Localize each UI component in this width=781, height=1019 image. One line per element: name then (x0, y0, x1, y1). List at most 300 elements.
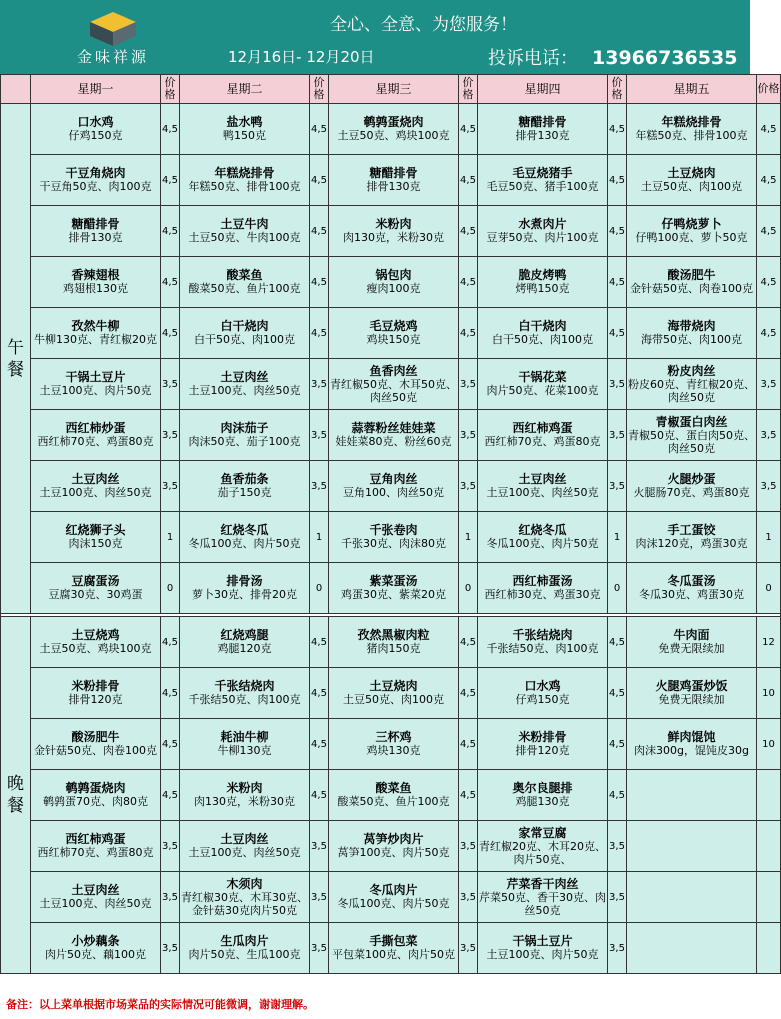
price-cell: 4,5 (459, 719, 478, 770)
dish-ingredients: 年糕50克、排骨100克 (188, 180, 301, 193)
dish-name: 土豆肉丝 (71, 472, 120, 486)
price-cell: 3,5 (608, 821, 627, 872)
dish-name: 干锅土豆片 (512, 934, 573, 948)
dish-cell (180, 821, 310, 872)
dish-name: 手撕包菜 (369, 934, 418, 948)
lunch-label: 午餐 (1, 104, 31, 614)
hotline-number: 13966736535 (592, 47, 738, 69)
price-cell: 4,5 (161, 617, 180, 668)
dish-cell (627, 770, 757, 821)
dish-ingredients: 土豆100克、肉片50克 (39, 384, 152, 397)
dish-cell (627, 821, 757, 872)
dish-ingredients: 土豆100克、肉丝50克 (188, 846, 301, 859)
price-cell: 3,5 (161, 872, 180, 923)
price-cell: 3,5 (310, 872, 329, 923)
menu-row (1, 821, 781, 872)
dish-name: 牛肉面 (673, 628, 710, 642)
price-cell: 4,5 (608, 308, 627, 359)
dish-name: 生瓜肉片 (220, 934, 269, 948)
dish-name: 年糕烧排骨 (661, 115, 722, 129)
dish-cell (31, 206, 161, 257)
price-cell: 4,5 (310, 719, 329, 770)
dish-cell (478, 668, 608, 719)
dish-name: 锅包肉 (375, 268, 412, 282)
price-cell: 4,5 (459, 257, 478, 308)
dish-name: 毛豆烧鸡 (369, 319, 418, 333)
dish-cell (31, 770, 161, 821)
menu-row (1, 872, 781, 923)
dish-name: 红烧冬瓜 (220, 523, 269, 537)
dish-name: 豆角肉丝 (369, 472, 418, 486)
price-cell: 4,5 (459, 668, 478, 719)
dish-cell (478, 359, 608, 410)
dish-cell (329, 668, 459, 719)
price-cell: 4,5 (608, 770, 627, 821)
dish-ingredients: 千张结50克、肉100克 (486, 642, 599, 655)
price-cell (757, 872, 781, 923)
dish-name: 年糕烧排骨 (214, 166, 275, 180)
dish-cell (31, 257, 161, 308)
price-cell: 0 (459, 563, 478, 614)
dish-ingredients: 肉130克，米粉30克 (194, 795, 295, 808)
price-cell: 4,5 (161, 308, 180, 359)
dish-name: 千张结烧肉 (214, 679, 275, 693)
dish-name: 土豆肉丝 (518, 472, 567, 486)
dish-ingredients: 土豆100克、肉丝50克 (486, 486, 599, 499)
dish-name: 口水鸡 (524, 679, 561, 693)
dish-cell (180, 359, 310, 410)
dish-name: 鱼香肉丝 (369, 363, 418, 378)
price-cell: 3,5 (459, 359, 478, 410)
dish-ingredients: 土豆50克、肉100克 (641, 180, 742, 193)
price-cell: 4,5 (608, 257, 627, 308)
dish-name: 排骨汤 (226, 574, 263, 588)
price-cell: 4,5 (310, 155, 329, 206)
menu-table (0, 74, 781, 974)
dish-cell (31, 872, 161, 923)
dish-name: 仔鸭烧萝卜 (661, 217, 722, 231)
price-cell: 3,5 (161, 923, 180, 974)
dish-ingredients: 瘦肉100克 (366, 282, 421, 295)
menu-row (1, 770, 781, 821)
dish-cell (180, 617, 310, 668)
price-cell: 1 (161, 512, 180, 563)
dish-ingredients: 牛柳130克、青红椒20克 (34, 333, 157, 346)
dish-cell (329, 359, 459, 410)
dish-ingredients: 青红椒30克、木耳30克、金针菇30克肉片50克 (181, 890, 308, 917)
dish-ingredients: 西红柿30克、鸡蛋30克 (484, 588, 601, 601)
dish-name: 干锅花菜 (518, 370, 567, 384)
price-cell: 4,5 (310, 257, 329, 308)
dish-ingredients: 排骨120克 (515, 744, 570, 757)
footer-note: 备注：以上菜单根据市场菜品的实际情况可能微调，谢谢理解。 (6, 998, 314, 1011)
price-cell: 4,5 (608, 104, 627, 155)
dish-name: 西红柿鸡蛋 (512, 421, 573, 435)
dish-name: 米粉排骨 (71, 679, 120, 693)
dish-cell (180, 461, 310, 512)
menu-row (1, 719, 781, 770)
dish-ingredients: 土豆50克、鸡块100克 (39, 642, 152, 655)
price-cell: 3,5 (608, 923, 627, 974)
dish-cell (180, 206, 310, 257)
price-cell: 3,5 (608, 872, 627, 923)
dish-ingredients: 冬瓜100克、肉片50克 (486, 537, 599, 550)
dish-cell (627, 206, 757, 257)
dish-cell (31, 617, 161, 668)
dish-ingredients: 免费无限续加 (658, 693, 725, 706)
dish-name: 粉皮肉丝 (667, 363, 716, 378)
day-header: 星期四 (478, 75, 608, 104)
hotline-label: 投诉电话： (488, 48, 578, 69)
price-cell: 3,5 (161, 461, 180, 512)
date-range: 12月16日- 12月20日 (228, 48, 375, 66)
dish-name: 干锅土豆片 (65, 370, 126, 384)
price-cell: 4,5 (608, 617, 627, 668)
dish-ingredients: 火腿肠70克、鸡蛋80克 (633, 486, 750, 499)
dish-ingredients: 免费无限续加 (658, 642, 725, 655)
menu-row (1, 617, 781, 668)
dish-cell (329, 257, 459, 308)
dish-name: 耗油牛柳 (220, 730, 269, 744)
dish-ingredients: 茄子150克 (217, 486, 272, 499)
dish-cell (627, 104, 757, 155)
dish-cell (478, 923, 608, 974)
dish-name: 鱼香茄条 (220, 472, 269, 486)
price-cell: 4,5 (608, 668, 627, 719)
menu-row (1, 155, 781, 206)
dish-ingredients: 鸡块150克 (366, 333, 421, 346)
logo (58, 8, 168, 66)
header-banner (0, 0, 750, 75)
dish-ingredients: 豆芽50克、肉片100克 (486, 231, 599, 244)
corner-cell (1, 75, 31, 104)
dish-name: 红烧冬瓜 (518, 523, 567, 537)
menu-row (1, 206, 781, 257)
dish-cell (329, 821, 459, 872)
price-cell: 4,5 (757, 257, 781, 308)
price-cell: 4,5 (608, 155, 627, 206)
price-cell: 3,5 (459, 923, 478, 974)
hotline (488, 44, 737, 70)
menu-row (1, 512, 781, 563)
dish-cell (627, 923, 757, 974)
price-cell: 1 (459, 512, 478, 563)
dish-name: 红烧鸡腿 (220, 628, 269, 642)
dish-name: 糖醋排骨 (369, 166, 418, 180)
price-cell: 4,5 (459, 617, 478, 668)
dish-ingredients: 鸡蛋30克、紫菜20克 (341, 588, 446, 601)
dish-name: 小炒藕条 (71, 934, 120, 948)
slogan: 全心、全意、为您服务！ (330, 15, 517, 35)
dish-name: 酸汤肥牛 (71, 730, 120, 744)
day-header: 星期一 (31, 75, 161, 104)
day-header: 星期二 (180, 75, 310, 104)
dish-ingredients: 肉沫150克 (68, 537, 123, 550)
dish-cell (31, 668, 161, 719)
price-cell: 3,5 (310, 821, 329, 872)
dish-cell (478, 770, 608, 821)
dish-name: 盐水鸭 (226, 115, 263, 129)
dish-ingredients: 西红柿70克、鸡蛋80克 (37, 846, 154, 859)
dish-name: 糖醋排骨 (71, 217, 120, 231)
dish-name: 酸汤肥牛 (667, 268, 716, 282)
dish-cell (329, 770, 459, 821)
dish-cell (627, 461, 757, 512)
dish-ingredients: 肉片50克、花菜100克 (486, 384, 599, 397)
dish-name: 米粉肉 (375, 217, 412, 231)
dish-cell (627, 410, 757, 461)
dish-name: 海带烧肉 (667, 319, 716, 333)
price-cell: 3,5 (310, 359, 329, 410)
dish-name: 家常豆腐 (518, 825, 567, 840)
dish-cell (31, 821, 161, 872)
price-cell: 3,5 (459, 872, 478, 923)
dish-name: 芹菜香干肉丝 (506, 876, 579, 891)
price-cell: 4,5 (161, 719, 180, 770)
day-header: 星期五 (627, 75, 757, 104)
price-cell: 4,5 (757, 308, 781, 359)
dish-name: 酸菜鱼 (226, 268, 263, 282)
dish-cell (627, 668, 757, 719)
dish-ingredients: 土豆100克、肉丝50克 (39, 897, 152, 910)
dish-ingredients: 排骨130克 (68, 231, 123, 244)
dish-cell (180, 512, 310, 563)
dish-cell (31, 923, 161, 974)
dish-ingredients: 肉沫300g，馄饨皮30g (634, 744, 749, 757)
dish-cell (627, 308, 757, 359)
dish-cell (478, 563, 608, 614)
dish-cell (31, 563, 161, 614)
dish-ingredients: 冬瓜30克、鸡蛋30克 (639, 588, 744, 601)
dish-ingredients: 土豆100克、肉丝50克 (39, 486, 152, 499)
dish-cell (478, 719, 608, 770)
dish-cell (478, 410, 608, 461)
price-cell: 4,5 (161, 155, 180, 206)
price-cell: 3,5 (608, 461, 627, 512)
dish-name: 米粉排骨 (518, 730, 567, 744)
dish-name: 土豆烧肉 (369, 679, 418, 693)
dish-ingredients: 猪肉150克 (366, 642, 421, 655)
dish-cell (329, 461, 459, 512)
price-cell (757, 923, 781, 974)
dish-cell (31, 359, 161, 410)
menu-row (1, 308, 781, 359)
dish-cell (329, 719, 459, 770)
dish-name: 火腿鸡蛋炒饭 (655, 679, 728, 693)
price-cell: 4,5 (310, 770, 329, 821)
dish-name: 鲜肉馄饨 (667, 730, 716, 744)
dish-cell (329, 872, 459, 923)
dish-ingredients: 芹菜50克、香干30克、肉丝50克 (479, 890, 606, 917)
dish-name: 三杯鸡 (375, 730, 412, 744)
dish-name: 冬瓜蛋汤 (667, 574, 716, 588)
dish-name: 白干烧肉 (518, 319, 567, 333)
price-header: 价格 (608, 75, 627, 104)
dish-ingredients: 鸭150克 (223, 129, 266, 142)
dish-ingredients: 金针菇50克、肉卷100克 (34, 744, 157, 757)
price-cell: 3,5 (459, 461, 478, 512)
dish-name: 孜然牛柳 (71, 319, 120, 333)
dish-cell (329, 563, 459, 614)
price-header: 价格 (310, 75, 329, 104)
price-cell: 4,5 (757, 155, 781, 206)
dish-ingredients: 仔鸡150克 (515, 693, 570, 706)
menu-row (1, 257, 781, 308)
dish-cell (329, 617, 459, 668)
dish-cell (31, 410, 161, 461)
dish-name: 土豆牛肉 (220, 217, 269, 231)
menu-body (1, 104, 781, 974)
dish-ingredients: 肉片50克、藕100克 (45, 948, 146, 961)
dish-name: 西红柿炒蛋 (65, 421, 126, 435)
dish-ingredients: 排骨130克 (366, 180, 421, 193)
dish-ingredients: 千张结50克、肉100克 (188, 693, 301, 706)
dish-ingredients: 土豆50克、牛肉100克 (188, 231, 301, 244)
dish-name: 千张卷肉 (369, 523, 418, 537)
price-cell: 3,5 (161, 410, 180, 461)
dish-ingredients: 白干50克、肉100克 (492, 333, 593, 346)
dish-ingredients: 娃娃菜80克、粉丝60克 (335, 435, 452, 448)
dish-ingredients: 土豆100克、肉丝50克 (188, 384, 301, 397)
price-cell: 4,5 (161, 770, 180, 821)
menu-row (1, 359, 781, 410)
dish-cell (180, 668, 310, 719)
dish-ingredients: 西红柿70克、鸡蛋80克 (37, 435, 154, 448)
dish-ingredients: 肉片50克、生瓜100克 (188, 948, 301, 961)
price-cell: 3,5 (757, 410, 781, 461)
price-cell (757, 770, 781, 821)
cube-logo-icon (58, 8, 168, 48)
price-cell: 4,5 (310, 104, 329, 155)
price-cell: 0 (757, 563, 781, 614)
dish-cell (180, 872, 310, 923)
dish-ingredients: 酸菜50克、鱼片100克 (337, 795, 450, 808)
dish-cell (31, 104, 161, 155)
dish-cell (180, 104, 310, 155)
dish-name: 干豆角烧肉 (65, 166, 126, 180)
dish-cell (478, 821, 608, 872)
price-cell: 4,5 (161, 206, 180, 257)
price-cell: 4,5 (459, 206, 478, 257)
dish-name: 青椒蛋白肉丝 (655, 414, 728, 429)
dish-name: 土豆肉丝 (71, 883, 120, 897)
price-cell: 10 (757, 668, 781, 719)
dish-name: 脆皮烤鸭 (518, 268, 567, 282)
dish-cell (31, 719, 161, 770)
dish-ingredients: 年糕50克、排骨100克 (635, 129, 748, 142)
dish-ingredients: 鸡翅根130克 (63, 282, 128, 295)
dish-name: 酸菜鱼 (375, 781, 412, 795)
dish-name: 土豆肉丝 (220, 832, 269, 846)
dish-cell (478, 257, 608, 308)
price-header: 价格 (459, 75, 478, 104)
dish-ingredients: 土豆100克、肉片50克 (486, 948, 599, 961)
price-cell: 4,5 (310, 308, 329, 359)
price-cell: 4,5 (608, 206, 627, 257)
menu-row (1, 410, 781, 461)
dish-cell (329, 104, 459, 155)
dish-ingredients: 冬瓜100克、肉片50克 (337, 897, 450, 910)
dish-ingredients: 土豆50克、鸡块100克 (337, 129, 450, 142)
dish-ingredients: 土豆50克、肉100克 (343, 693, 444, 706)
dish-ingredients: 排骨130克 (515, 129, 570, 142)
price-cell: 1 (757, 512, 781, 563)
price-cell: 4,5 (459, 308, 478, 359)
dish-ingredients: 干豆角50克、肉100克 (39, 180, 152, 193)
price-cell: 4,5 (161, 104, 180, 155)
day-header: 星期三 (329, 75, 459, 104)
price-cell: 4,5 (608, 719, 627, 770)
dish-ingredients: 酸菜50克、鱼片100克 (188, 282, 301, 295)
dish-ingredients: 毛豆50克、猪手100克 (486, 180, 599, 193)
dish-cell (627, 155, 757, 206)
dish-cell (627, 872, 757, 923)
dish-ingredients: 鸡腿130克 (515, 795, 570, 808)
dish-cell (478, 872, 608, 923)
dish-name: 紫菜蛋汤 (369, 574, 418, 588)
dish-name: 肉沫茄子 (220, 421, 269, 435)
menu-row (1, 668, 781, 719)
dish-name: 毛豆烧猪手 (512, 166, 573, 180)
dish-ingredients: 西红柿70克、鸡蛋80克 (484, 435, 601, 448)
table-header-row (1, 75, 781, 104)
dish-ingredients: 鸡块130克 (366, 744, 421, 757)
dish-name: 鹌鹑蛋烧肉 (65, 781, 126, 795)
dish-cell (31, 461, 161, 512)
dish-name: 土豆烧鸡 (71, 628, 120, 642)
dish-ingredients: 萝卜30克、排骨20克 (192, 588, 297, 601)
dish-ingredients: 莴笋100克、肉片50克 (337, 846, 450, 859)
dish-cell (31, 155, 161, 206)
dish-cell (180, 155, 310, 206)
price-cell: 4,5 (459, 155, 478, 206)
dish-cell (627, 719, 757, 770)
menu-row (1, 563, 781, 614)
dish-ingredients: 豆角100、肉丝50克 (343, 486, 444, 499)
dish-cell (180, 563, 310, 614)
dish-name: 水煮肉片 (518, 217, 567, 231)
price-cell: 4,5 (310, 617, 329, 668)
price-header: 价格 (757, 75, 781, 104)
dish-ingredients: 肉沫50克、茄子100克 (188, 435, 301, 448)
dish-cell (329, 155, 459, 206)
dish-name: 红烧狮子头 (65, 523, 126, 537)
price-cell: 1 (608, 512, 627, 563)
price-cell: 3,5 (161, 359, 180, 410)
dish-cell (329, 206, 459, 257)
dish-name: 土豆烧肉 (667, 166, 716, 180)
dish-name: 千张结烧肉 (512, 628, 573, 642)
dish-ingredients: 冬瓜100克、肉片50克 (188, 537, 301, 550)
dish-ingredients: 鹌鹑蛋70克、肉80克 (43, 795, 148, 808)
dish-cell (31, 308, 161, 359)
price-cell: 3,5 (310, 410, 329, 461)
dish-cell (329, 410, 459, 461)
dish-name: 糖醋排骨 (518, 115, 567, 129)
price-cell: 3,5 (757, 461, 781, 512)
dish-ingredients: 肉130克，米粉30克 (343, 231, 444, 244)
dish-cell (180, 257, 310, 308)
dish-name: 口水鸡 (77, 115, 114, 129)
dish-cell (329, 923, 459, 974)
dish-cell (478, 512, 608, 563)
price-cell: 4,5 (757, 206, 781, 257)
dish-ingredients: 仔鸡150克 (68, 129, 123, 142)
dish-cell (627, 512, 757, 563)
dish-cell (180, 410, 310, 461)
dish-ingredients: 白干50克、肉100克 (194, 333, 295, 346)
dish-ingredients: 粉皮60克、青红椒20克、肉丝50克 (628, 377, 755, 404)
